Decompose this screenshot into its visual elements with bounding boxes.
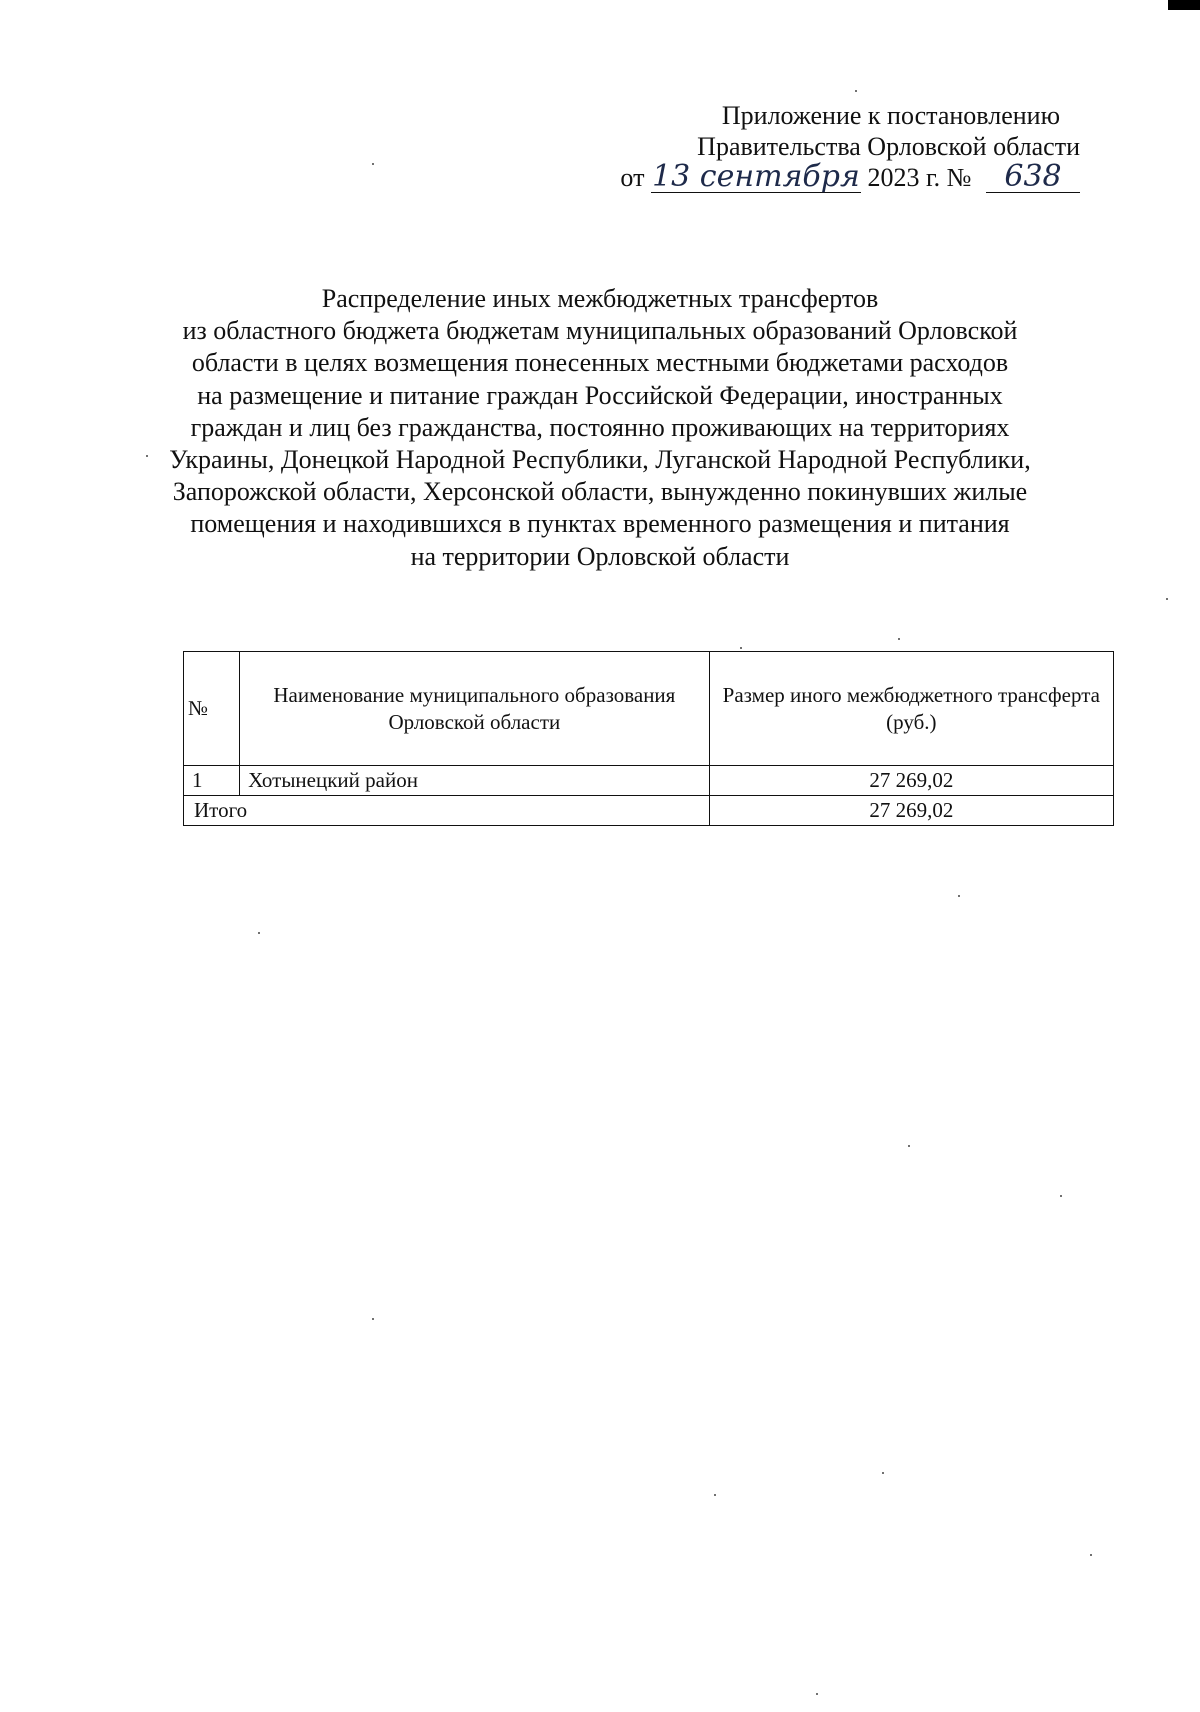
scan-speck (1166, 598, 1168, 600)
scan-speck (816, 1693, 818, 1695)
scan-corner-mark (1168, 0, 1200, 10)
table-header-row (184, 652, 1114, 766)
appendix-date-line (620, 159, 1080, 194)
document-title (150, 283, 1050, 573)
transfer-table (183, 651, 1114, 826)
appendix-line-2: Правительства Орловской области (697, 132, 1080, 161)
title-line: граждан и лиц без гражданства, постоянно проживающих на территориях (190, 412, 1010, 442)
scan-speck (372, 163, 374, 165)
total-amount: 27 269,02 (709, 796, 1113, 826)
date-prefix: от (620, 163, 645, 192)
appendix-block (620, 100, 1080, 193)
scan-speck (882, 1472, 884, 1474)
header-name: Наименование муниципального образования Орловской области (240, 652, 710, 766)
appendix-line-1: Приложение к постановлению (721, 101, 1060, 130)
scan-speck (372, 1318, 374, 1320)
scan-speck (714, 1494, 716, 1496)
row-num: 1 (184, 766, 240, 796)
table-total-row (184, 796, 1114, 826)
table-row (184, 766, 1114, 796)
scan-speck (855, 90, 857, 92)
scan-speck (898, 638, 900, 640)
header-num: № (184, 652, 240, 766)
total-label: Итого (184, 796, 710, 826)
scan-speck (1090, 1554, 1092, 1556)
title-line: Украины, Донецкой Народной Республики, Луганской Народной Республики, (169, 445, 1031, 475)
title-line: области в целях возмещения понесенных местными бюджетами расходов (191, 348, 1009, 378)
scan-speck (258, 932, 260, 934)
scan-speck (958, 895, 960, 897)
title-line: Распределение иных межбюджетных трансфертов (321, 284, 879, 313)
title-line: из областного бюджета бюджетам муниципальных образований Орловской (182, 316, 1018, 346)
scan-speck (146, 455, 148, 457)
title-line: на территории Орловской области (410, 541, 790, 571)
scan-speck (908, 1145, 910, 1147)
handwritten-date: 13 сентября (652, 159, 860, 194)
title-line: Запорожской области, Херсонской области, вынужденно покинувших жилые (172, 477, 1028, 507)
scan-speck (1060, 1195, 1062, 1197)
scan-speck (740, 647, 742, 649)
title-line: на размещение и питание граждан Российской Федерации, иностранных (197, 380, 1003, 410)
row-amount: 27 269,02 (709, 766, 1113, 796)
year-suffix: 2023 г. № (867, 163, 972, 192)
header-amount: Размер иного межбюджетного трансферта (руб.) (709, 652, 1113, 766)
handwritten-number: 638 (986, 162, 1080, 193)
row-name: Хотынецкий район (240, 766, 710, 796)
title-line: помещения и находившихся в пунктах временного размещения и питания (190, 509, 1010, 539)
